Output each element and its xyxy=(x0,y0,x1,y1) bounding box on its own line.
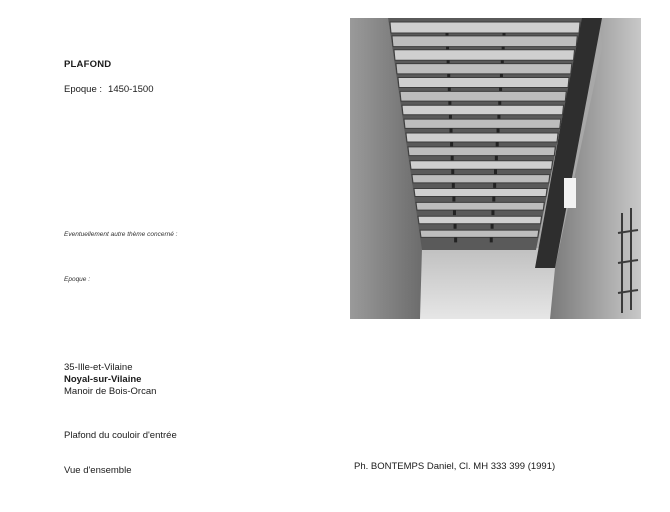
ceiling-joist xyxy=(390,22,580,33)
ceiling-joist xyxy=(408,147,555,156)
building: Manoir de Bois-Orcan xyxy=(64,386,157,397)
joist-bracket xyxy=(493,183,496,188)
ceiling-joist xyxy=(414,189,547,197)
joist-bracket xyxy=(452,197,455,202)
subject: Plafond du couloir d'entrée xyxy=(64,430,177,441)
joist-bracket xyxy=(454,224,457,229)
joist-bracket xyxy=(491,224,494,229)
joist-bracket xyxy=(451,169,454,174)
joist-bracket xyxy=(450,142,453,147)
ceiling-joist xyxy=(392,36,577,47)
epoque-label: Epoque : xyxy=(64,84,103,95)
joist-bracket xyxy=(490,237,493,242)
commune: Noyal-sur-Vilaine xyxy=(64,374,142,385)
ceiling-joist xyxy=(406,133,558,142)
ceiling-joist xyxy=(404,119,561,128)
ceiling-joist xyxy=(418,216,542,224)
ceiling-joist xyxy=(410,161,553,170)
photo-credit: Ph. BONTEMPS Daniel, Cl. MH 333 399 (1991) xyxy=(354,461,556,472)
page-title: PLAFOND xyxy=(64,59,112,70)
department: 35-Ille-et-Vilaine xyxy=(64,362,133,373)
joist-bracket xyxy=(495,156,498,161)
ceiling-joist xyxy=(400,91,566,101)
joist-bracket xyxy=(492,197,495,202)
ceiling-joist xyxy=(412,175,550,183)
joist-bracket xyxy=(452,183,455,188)
view-type: Vue d'ensemble xyxy=(64,465,132,476)
epoque-value: 1450-1500 xyxy=(108,84,154,95)
epoque-secondary-label: Epoque : xyxy=(64,276,91,283)
joist-bracket xyxy=(453,210,456,215)
joist-bracket xyxy=(454,237,457,242)
joist-bracket xyxy=(451,156,454,161)
ceiling-joist xyxy=(420,230,539,237)
joist-bracket xyxy=(496,142,499,147)
ceiling-joist xyxy=(402,105,564,115)
ceiling-joist xyxy=(416,202,544,210)
ceiling-joist xyxy=(394,50,575,61)
joist-bracket xyxy=(494,169,497,174)
epoque-row xyxy=(64,84,153,95)
ceiling-joist xyxy=(398,78,569,88)
location-block xyxy=(64,362,156,398)
ceiling-photo-image xyxy=(350,18,641,319)
other-theme-label: Eventuellement autre thème concerné : xyxy=(64,231,178,238)
joist-bracket xyxy=(491,210,494,215)
ceiling-photo xyxy=(350,18,641,319)
ceiling-joist xyxy=(396,64,572,74)
